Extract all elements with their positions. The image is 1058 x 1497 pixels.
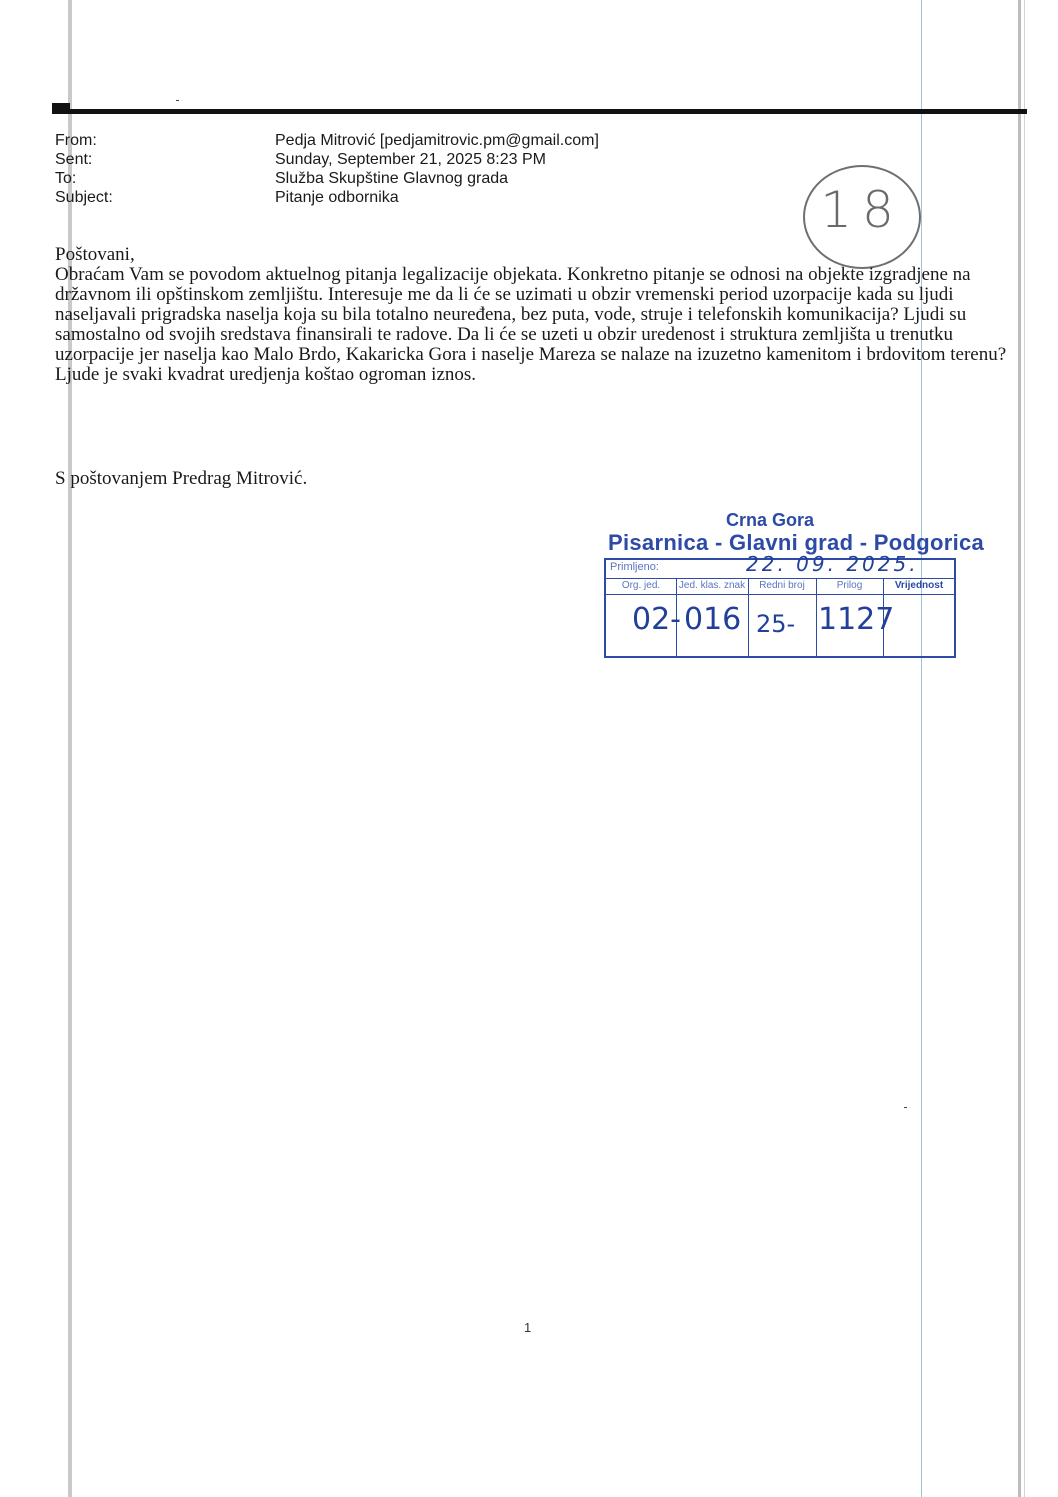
- from-label: From:: [55, 132, 97, 149]
- signoff: S poštovanjem Predrag Mitrović.: [55, 468, 308, 489]
- scan-speck: [904, 1107, 907, 1108]
- scan-speck: [176, 100, 179, 101]
- stamp-received-label: Primljeno:: [610, 561, 659, 573]
- stamp-received-date: 22. 09. 2025.: [746, 552, 919, 576]
- page-number: 1: [524, 1320, 532, 1335]
- subject-value: Pitanje odbornika: [275, 189, 399, 206]
- subject-label: Subject:: [55, 189, 113, 206]
- header-rule: [52, 109, 1027, 114]
- to-label: To:: [55, 170, 77, 187]
- stamp-hw-class: 016: [684, 602, 742, 637]
- scan-artifact-right-edge: [1018, 0, 1021, 1497]
- greeting: Poštovani,: [55, 244, 135, 265]
- from-value: Pedja Mitrović [pedjamitrovic.pm@gmail.com]: [275, 132, 599, 149]
- to-value: Služba Skupštine Glavnog grada: [275, 170, 509, 187]
- stamp-hw-org: 02-: [632, 602, 681, 637]
- sent-value: Sunday, September 21, 2025 8:23 PM: [275, 151, 546, 168]
- stamp-hw-attachment: 1127: [818, 602, 895, 637]
- message-body: [55, 265, 1015, 385]
- stamp-col-org: Org. jed.: [621, 580, 661, 591]
- stamp-office: Pisarnica - Glavni grad - Podgorica: [608, 530, 985, 555]
- stamp-col-class: Jed. klas. znak: [678, 580, 746, 591]
- stamp-col-attachment: Prilog: [836, 580, 863, 591]
- page-marker-number: 18: [820, 181, 904, 239]
- stamp-received-row: [606, 552, 954, 579]
- stamp-col-value: Vrijednost: [894, 580, 944, 591]
- scan-artifact-left: [68, 0, 72, 1497]
- stamp-col-serial: Redni broj: [759, 580, 805, 591]
- sent-label: Sent:: [55, 151, 93, 168]
- message-paragraph: Obraćam Vam se povodom aktuelnog pitanja legalizacije objekata. Konkretno pitanje se odnosi na objekte izgradjene na državnom ili opštinskom zemljištu. Interesuje me da li će se uzimati u obzir vremenski period uzorpacije kada su ljudi naseljavali prigradska naselja koja su bila totalno neuređena, bez puta, vode, struje i telefonskih komunikacija? Ljudi su samostalno od svojih sredstava finansirali te radove. Da li će se uzeti u obzir uredenost i struktura zemljišta u trenutku uzorpacije jer naselja kao Malo Brdo, Kakaricka Gora i naselje Mareza se nalaze na izuzetno kamenitom i brdovitom terenu? Ljude je svaki kvadrat uredjenja koštao ogroman iznos.: [55, 264, 1007, 385]
- stamp-table: [604, 552, 956, 658]
- registry-stamp: [600, 510, 985, 660]
- stamp-hw-serial: 25-: [756, 610, 796, 638]
- scan-artifact-right-edge-2: [1024, 0, 1025, 1497]
- stamp-country: Crna Gora: [726, 510, 815, 530]
- scan-artifact-right: [921, 0, 922, 1497]
